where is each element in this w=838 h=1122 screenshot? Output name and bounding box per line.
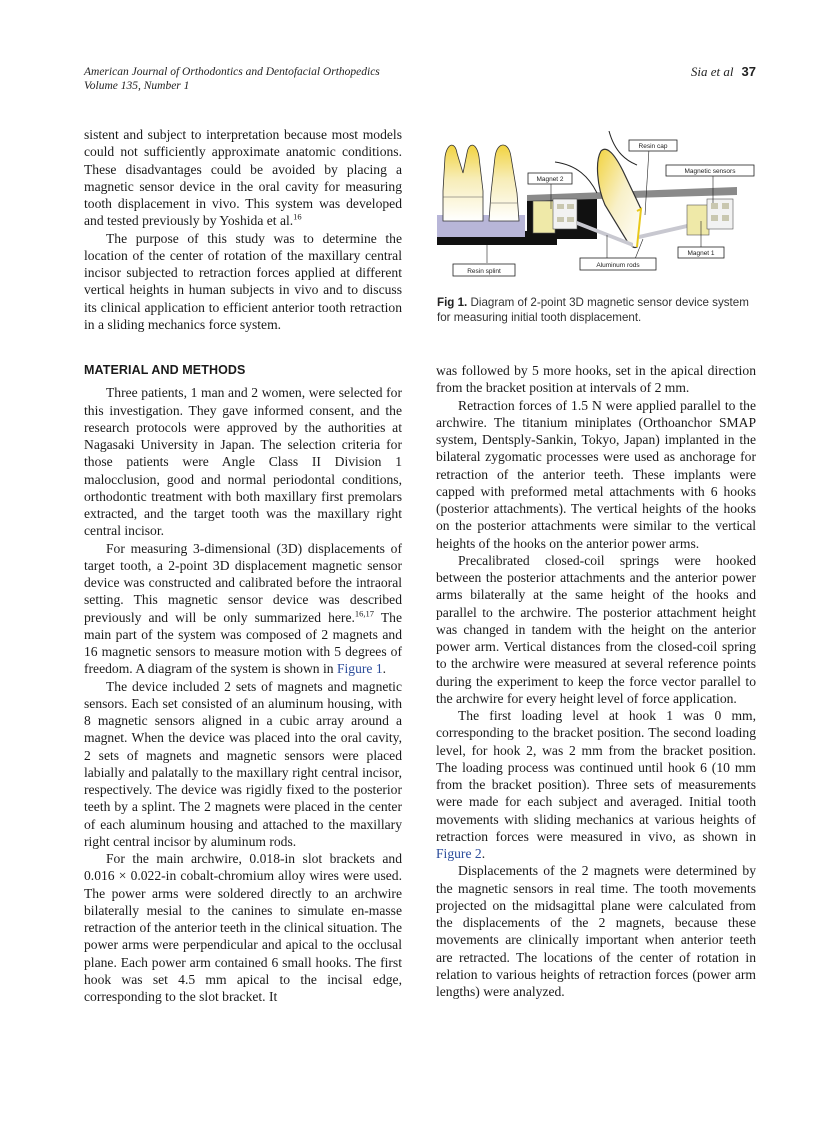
label-magnetic-sensors [666, 165, 754, 176]
paragraph: The purpose of this study was to determine the location of the center of rotation of the maxillary central incisor subjected to retraction forces applied at different vertical heights in human subjects in vivo and to discuss its clinical application to efficient anterior tooth retraction in a sliding mechanics force system. [84, 230, 402, 332]
right-column [436, 362, 756, 1000]
paragraph: Displacements of the 2 magnets were determined by the magnetic sensors in real time. The tooth movements projected on the midsagittal plane were calculated from the displacements of the 2 magnets, because these movements are clinically important when anterior teeth are retracted. The locations of the center of rotation in relation to various heights of retraction forces (power arm lengths) were analyzed. [436, 863, 756, 999]
paragraph: Precalibrated closed-coil springs were hooked between the posterior attachments and the anterior power arms bilaterally at the same height of the hooks and parallel to the archwire. The posterior attachment height was changed in tandem with the height on the anterior power arm. Vertical distances from the closed-coil spring to the archwire were measured at several reference points during the experiment to keep the force vector parallel to the archwire for every height level of force application. [436, 552, 756, 706]
journal-volume: Volume 135, Number 1 [84, 80, 190, 92]
label-aluminum-rods [580, 258, 656, 270]
section-heading: MATERIAL AND METHODS [84, 363, 246, 377]
caption-text: Diagram of 2-point 3D magnetic sensor device system for measuring initial tooth displacement. [437, 296, 749, 324]
paragraph: For measuring 3-dimensional (3D) displacements of target tooth, a 2-point 3D displacement magnetic sensor device was constructed and calibrated before the intraoral setting. This magnetic sensor device was described previously and will be only summarized here.$^{16,17}$ The main part of the system was composed of 2 magnets and 16 magnetic sensors to measure motion with 5 degrees of freedom. A diagram of the system is shown in Figure 1. [84, 540, 402, 677]
paragraph: The first loading level at hook 1 was 0 mm, corresponding to the bracket position. The second loading level, for hook 2, was 2 mm from the bracket position. The loading process was continued until hook 6 (10 mm from the bracket position). Three sets of measurements were made for each subject and averaged. Initial tooth movements with sliding mechanics at various heights of retraction forces were measured in vivo, as shown in Figure 2. [436, 708, 756, 861]
svg-text:Resin cap: Resin cap [638, 143, 668, 150]
figure-label: Fig 1. [437, 296, 468, 309]
citation-ref[interactable]: 16,17 [354, 607, 375, 618]
paragraph: Three patients, 1 man and 2 women, were selected for this investigation. They gave informed consent, and the research protocols were approved by the authorities at Nagasaki University in Japan. The selection criteria for those patients were Angle Class II Division 1 malocclusion, good and normal periodontal conditions, orthodontic treatment with both maxillary first premolars extracted, and the target tooth was the maxillary right central incisor. [84, 385, 402, 539]
page-number: 37 [741, 64, 756, 79]
svg-text:Magnet 1: Magnet 1 [687, 250, 715, 257]
label-resin-cap [629, 140, 677, 151]
svg-text:Aluminum rods: Aluminum rods [596, 262, 640, 269]
paragraph: sistent and subject to interpretation because most models could not sufficiently approximate anatomic conditions. These disadvantages could be avoided by placing a magnetic sensor device in the oral cavity for measuring tooth displacement in vivo. This system was developed and tested previously by Yoshida et al.$^{16}$ [84, 127, 402, 229]
svg-text:Resin splint: Resin splint [467, 268, 501, 275]
label-resin-splint [453, 264, 515, 276]
figure-1-diagram [437, 131, 759, 289]
label-magnet-1 [678, 247, 724, 258]
running-header [84, 65, 756, 93]
header-right [691, 65, 756, 79]
figure-2-link[interactable]: Figure 2 [436, 846, 482, 861]
paragraph: For the main archwire, 0.018-in slot brackets and 0.016 × 0.022-in cobalt-chromium alloy wires were used. The power arms were soldered directly to an archwire bilaterally mesial to the canines to simulate en-masse retraction of the anterior teeth in the clinical situation. The power arms were perpendicular and apical to the occlusal plane. Each power arm contained 6 small hooks. The first hook was set 4.5 mm apical to the incisal edge, corresponding to the slot bracket. It [84, 851, 402, 1004]
author-short: Sia et al [690, 64, 734, 79]
figure-1-caption [437, 295, 759, 325]
figure-1-link[interactable]: Figure 1 [336, 661, 383, 677]
label-magnet-2 [528, 173, 572, 184]
citation-ref[interactable]: 16 [293, 211, 302, 222]
paragraph: was followed by 5 more hooks, set in the apical direction from the bracket position at intervals of 2 mm. [436, 363, 756, 396]
paragraph: Retraction forces of 1.5 N were applied parallel to the archwire. The titanium miniplates (Orthoanchor SMAP system, Dentsply-Sankin, Tokyo, Japan) implanted in the bilateral zygomatic processes were used as anchorage for retraction of the anterior teeth. These implants were capped with preformed metal attachments with 6 hooks (posterior attachments). The vertical heights of the hooks on the posterior attachments were similar to the vertical heights of the hooks on the anterior power arms. [436, 397, 756, 551]
svg-text:Magnetic sensors: Magnetic sensors [684, 168, 736, 175]
paragraph: The device included 2 sets of magnets and magnetic sensors. Each set consisted of an aluminum housing, with 8 magnetic sensors aligned in a cubic array around a magnet. When the device was placed into the oral cavity, 2 sets of magnets and magnetic sensors were placed labially and palatally to the maxillary right central incisor, respectively. The device was rigidly fixed to the posterior teeth by a splint. The 2 magnets were placed in the center of each aluminum housing and attached to the maxillary right central incisor by aluminum rods. [84, 678, 402, 849]
journal-title: American Journal of Orthodontics and Dentofacial Orthopedics [84, 66, 380, 78]
svg-text:Magnet 2: Magnet 2 [536, 176, 564, 183]
left-column [84, 126, 402, 1005]
